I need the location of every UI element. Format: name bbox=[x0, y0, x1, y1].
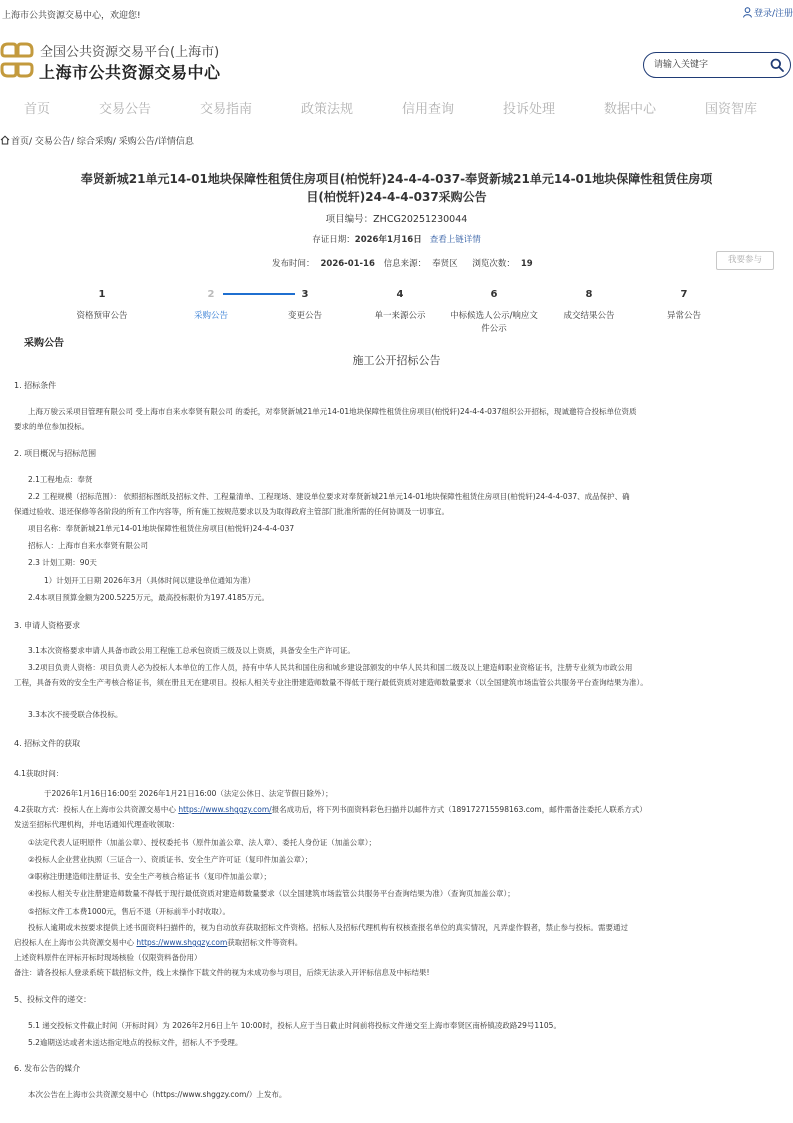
step-purchase-notice[interactable]: 采购公告 bbox=[193, 311, 228, 321]
doc-list-item: ①法定代表人证明原件（加盖公章）、授权委托书（原件加盖公章、法人章）、委托人身份证（加盖公章）； bbox=[28, 838, 376, 847]
home-icon bbox=[0, 135, 10, 145]
doc-paragraph: 3.3本次不接受联合体投标。 bbox=[28, 710, 123, 719]
doc-heading: 5、投标文件的递交： bbox=[14, 995, 92, 1004]
doc-paragraph: 5.1 递交投标文件截止时间（开标时间）为 2026年2月6日上午 10:00时，投标人应于当日截止时间前将投标文件递交至上海市奉贤区南桥镇凌政路29号1105。 bbox=[28, 1021, 561, 1030]
nav-item-data-center[interactable]: 数据中心 bbox=[604, 102, 657, 117]
step-result-notice[interactable]: 成交结果公告 bbox=[563, 311, 615, 321]
breadcrumb-trade-notice[interactable]: 交易公告 bbox=[34, 137, 71, 147]
section-title: 采购公告 bbox=[24, 338, 64, 349]
publish-time: 2026-01-16 bbox=[320, 259, 375, 269]
nav-item-trade-notice[interactable]: 交易公告 bbox=[99, 102, 152, 117]
shggzy-link[interactable]: https://www.shggzy.com/ bbox=[178, 805, 272, 814]
doc-text: 4.2获取方式：投标人在上海市公共资源交易中心 bbox=[14, 805, 179, 814]
login-link[interactable] bbox=[743, 6, 793, 19]
step-number: 8 bbox=[585, 289, 593, 300]
breadcrumb-procurement[interactable]: 综合采购 bbox=[76, 137, 113, 147]
doc-list-item: ⑤招标文件工本费1000元，售后不退（开标前半小时收取）。 bbox=[28, 907, 231, 916]
source-value: 奉贤区 bbox=[432, 259, 458, 269]
step-abnormal-notice[interactable]: 异常公告 bbox=[666, 311, 701, 321]
doc-list-item: ③职称注册建造师注册证书、安全生产考核合格证书（复印件加盖公章）； bbox=[28, 872, 271, 881]
doc-paragraph: 保通过验收、退还保修等各阶段的所有工作内容等，所有施工按规范要求以及为取得政府主管部门批准所需的任何协调及一切事宜。 bbox=[14, 507, 449, 516]
doc-paragraph: 上海万骏云采项目管理有限公司 受上海市自来水奉贤有限公司 的委托，对奉贤新城21单元14-01地块保障性租赁住房项目(柏悦轩)24-4-4-037组织公开招标，现诚邀符合投标单位资质 bbox=[28, 407, 637, 416]
doc-paragraph: 本次公告在上海市公共资源交易中心（https://www.shggzy.com/）上发布。 bbox=[28, 1090, 287, 1099]
doc-list-item: ④投标人相关专业注册建造师数量不得低于现行最低资质对建造师数量要求（以全国建筑市场监管公共服务平台查询结果为准）（查询页加盖公章）； bbox=[28, 889, 515, 898]
doc-paragraph: 2.3 计划工期：90天 bbox=[28, 558, 97, 567]
doc-paragraph: 2.4本项目预算金额为200.5225万元，最高投标限价为197.4185万元。 bbox=[28, 593, 269, 602]
doc-paragraph bbox=[14, 935, 302, 950]
doc-heading: 2. 项目概况与招标范围 bbox=[14, 449, 97, 458]
step-number: 1 bbox=[98, 289, 106, 300]
notice-title-line2: 目(柏悦轩)24-4-4-037采购公告 bbox=[306, 190, 487, 204]
doc-paragraph: 工程，具备有效的安全生产考核合格证书，须在册且无在建项目。投标人相关专业注册建造师数量不得低于现行最低资质对建造师数量要求（以全国建筑市场监管公共服务平台查询结果为准）。 bbox=[14, 678, 648, 687]
step-number: 7 bbox=[680, 289, 688, 300]
main-nav bbox=[0, 98, 793, 116]
project-number: 项目编号：ZHCG20251230044 bbox=[325, 214, 468, 225]
nav-item-think-tank[interactable]: 国资智库 bbox=[705, 102, 758, 117]
doc-paragraph: 3.2项目负责人资格：项目负责人必为投标人本单位的工作人员，持有中华人民共和国住房和城乡建设部颁发的中华人民共和国二级及以上建造师职业资格证书，注册专业须为市政公用 bbox=[28, 663, 633, 672]
publish-label: 发布时间： bbox=[272, 259, 315, 269]
breadcrumb: 首页/ 交易公告/ 综合采购/ 采购公告/详情信息 bbox=[0, 134, 194, 147]
search-icon[interactable] bbox=[770, 58, 784, 72]
doc-text: 获取招标文件等资料。 bbox=[227, 938, 303, 947]
brand-title: 上海市公共资源交易中心 bbox=[39, 63, 221, 82]
doc-note: 备注：请各投标人登录系统下载招标文件，线上未操作下载文件的视为未成功参与项目，后续无法录入开评标信息及中标结果! bbox=[14, 968, 430, 977]
doc-paragraph bbox=[14, 802, 647, 817]
step-change-notice[interactable]: 变更公告 bbox=[287, 311, 322, 321]
doc-paragraph: 2.2 工程规模（招标范围）： 依照招标图纸及招标文件、工程量清单、工程现场、建设单位要求对奉贤新城21单元14-01地块保障性租赁住房项目(柏悦轩)24-4-4-037、成品保护、确 bbox=[28, 492, 630, 501]
nav-item-trade-guide[interactable]: 交易指南 bbox=[200, 102, 253, 117]
nav-item-credit[interactable]: 信用查询 bbox=[402, 102, 455, 117]
step-prequal-notice[interactable]: 资格预审公告 bbox=[76, 311, 128, 321]
nav-item-policy[interactable]: 政策法规 bbox=[301, 102, 354, 117]
login-label[interactable]: 登录/注册 bbox=[753, 9, 793, 19]
doc-paragraph: 投标人逾期或未按要求提供上述书面资料扫描件的，视为自动放弃获取招标文件资格。招标人及招标代理机构有权核查报名单位的真实情况，凡弄虚作假者，禁止参与投标。需要通过 bbox=[28, 923, 628, 932]
doc-text: 启投标人在上海市公共资源交易中心 bbox=[14, 938, 137, 947]
participate-button[interactable]: 我要参与 bbox=[716, 251, 774, 270]
doc-paragraph: 于2026年1月16日16:00至 2026年1月21日16:00（法定公休日、法定节假日除外）； bbox=[44, 789, 333, 798]
doc-paragraph: 招标人：上海市自来水奉贤有限公司 bbox=[28, 541, 148, 550]
step-single-source[interactable]: 单一来源公示 bbox=[374, 311, 426, 321]
step-candidate-publicity[interactable] bbox=[439, 310, 549, 336]
nav-item-home[interactable]: 首页 bbox=[24, 102, 51, 117]
step-number: 3 bbox=[301, 289, 309, 300]
welcome-text: 上海市公共资源交易中心，欢迎您! bbox=[2, 11, 141, 21]
step-number: 4 bbox=[396, 289, 404, 300]
doc-text: 报名成功后，将下列书面资料彩色扫描并以邮件方式（18917271559816З.com，邮件需备注委托人联系方式） bbox=[271, 805, 647, 814]
step-number: 2 bbox=[207, 289, 215, 300]
doc-paragraph: 要求的单位参加投标。 bbox=[14, 422, 89, 431]
brand-subtitle: 全国公共资源交易平台(上海市) bbox=[40, 45, 220, 60]
blockchain-detail-link[interactable]: 查看上链详情 bbox=[429, 235, 481, 245]
doc-paragraph: 2.1工程地点：奉贤 bbox=[28, 475, 93, 484]
breadcrumb-purchase-notice[interactable]: 采购公告 bbox=[118, 137, 155, 147]
logo-icon bbox=[0, 42, 34, 78]
doc-paragraph: 3.1本次资格要求申请人具备市政公用工程施工总承包资质三级及以上资质，具备安全生产许可证。 bbox=[28, 646, 355, 655]
publish-meta bbox=[272, 257, 539, 269]
document-title: 施工公开招标公告 bbox=[352, 354, 441, 367]
proof-label: 存证日期： bbox=[312, 235, 355, 245]
doc-paragraph: 发送至招标代理机构，并电话通知代理查收领取： bbox=[14, 820, 179, 829]
step-number: 6 bbox=[490, 289, 498, 300]
doc-paragraph: 4.1获取时间： bbox=[14, 769, 64, 778]
doc-heading: 4. 招标文件的获取 bbox=[14, 739, 81, 748]
step-candidate-label: 中标候选人公示/响应文 bbox=[450, 311, 538, 321]
doc-paragraph: 1）计划开工日期 2026年3月（具体时间以建设单位通知为准） bbox=[44, 576, 256, 585]
step-candidate-label-extra: 件公示 bbox=[481, 324, 507, 334]
proof-info bbox=[0, 233, 793, 245]
doc-heading: 1. 招标条件 bbox=[14, 381, 57, 390]
doc-paragraph: 上述资料原件在评标开标时现场核验（仅限资料备份用） bbox=[14, 953, 202, 962]
shggzy-link[interactable]: https://www.shggzy.com bbox=[136, 938, 228, 947]
breadcrumb-detail: 详情信息 bbox=[157, 137, 194, 147]
source-label: 信息来源： bbox=[383, 259, 427, 269]
views-count: 19 bbox=[520, 259, 533, 269]
user-icon bbox=[743, 7, 752, 18]
search-input[interactable] bbox=[654, 57, 764, 73]
doc-list-item: ②投标人企业营业执照（三证合一）、资质证书、安全生产许可证（复印件加盖公章）； bbox=[28, 855, 313, 864]
views-label: 浏览次数： bbox=[472, 259, 515, 269]
proof-date: 2026年1月16日 bbox=[354, 235, 422, 245]
doc-heading: 3. 申请人资格要求 bbox=[14, 621, 81, 630]
doc-paragraph: 项目名称：奉贤新城21单元14-01地块保障性租赁住房项目(柏悦轩)24-4-4-037 bbox=[28, 524, 295, 533]
search-box bbox=[643, 52, 791, 78]
doc-paragraph: 5.2逾期送达或者未送达指定地点的投标文件，招标人不予受理。 bbox=[28, 1038, 243, 1047]
notice-title-line1: 奉贤新城21单元14-01地块保障性租赁住房项目(柏悦轩)24-4-4-037-奉贤新城21单元14-01地块保障性租赁住房项 bbox=[80, 172, 713, 186]
breadcrumb-home[interactable]: 首页 bbox=[11, 137, 30, 147]
doc-heading: 6. 发布公告的媒介 bbox=[14, 1064, 81, 1073]
nav-item-complaint[interactable]: 投诉处理 bbox=[503, 102, 556, 117]
